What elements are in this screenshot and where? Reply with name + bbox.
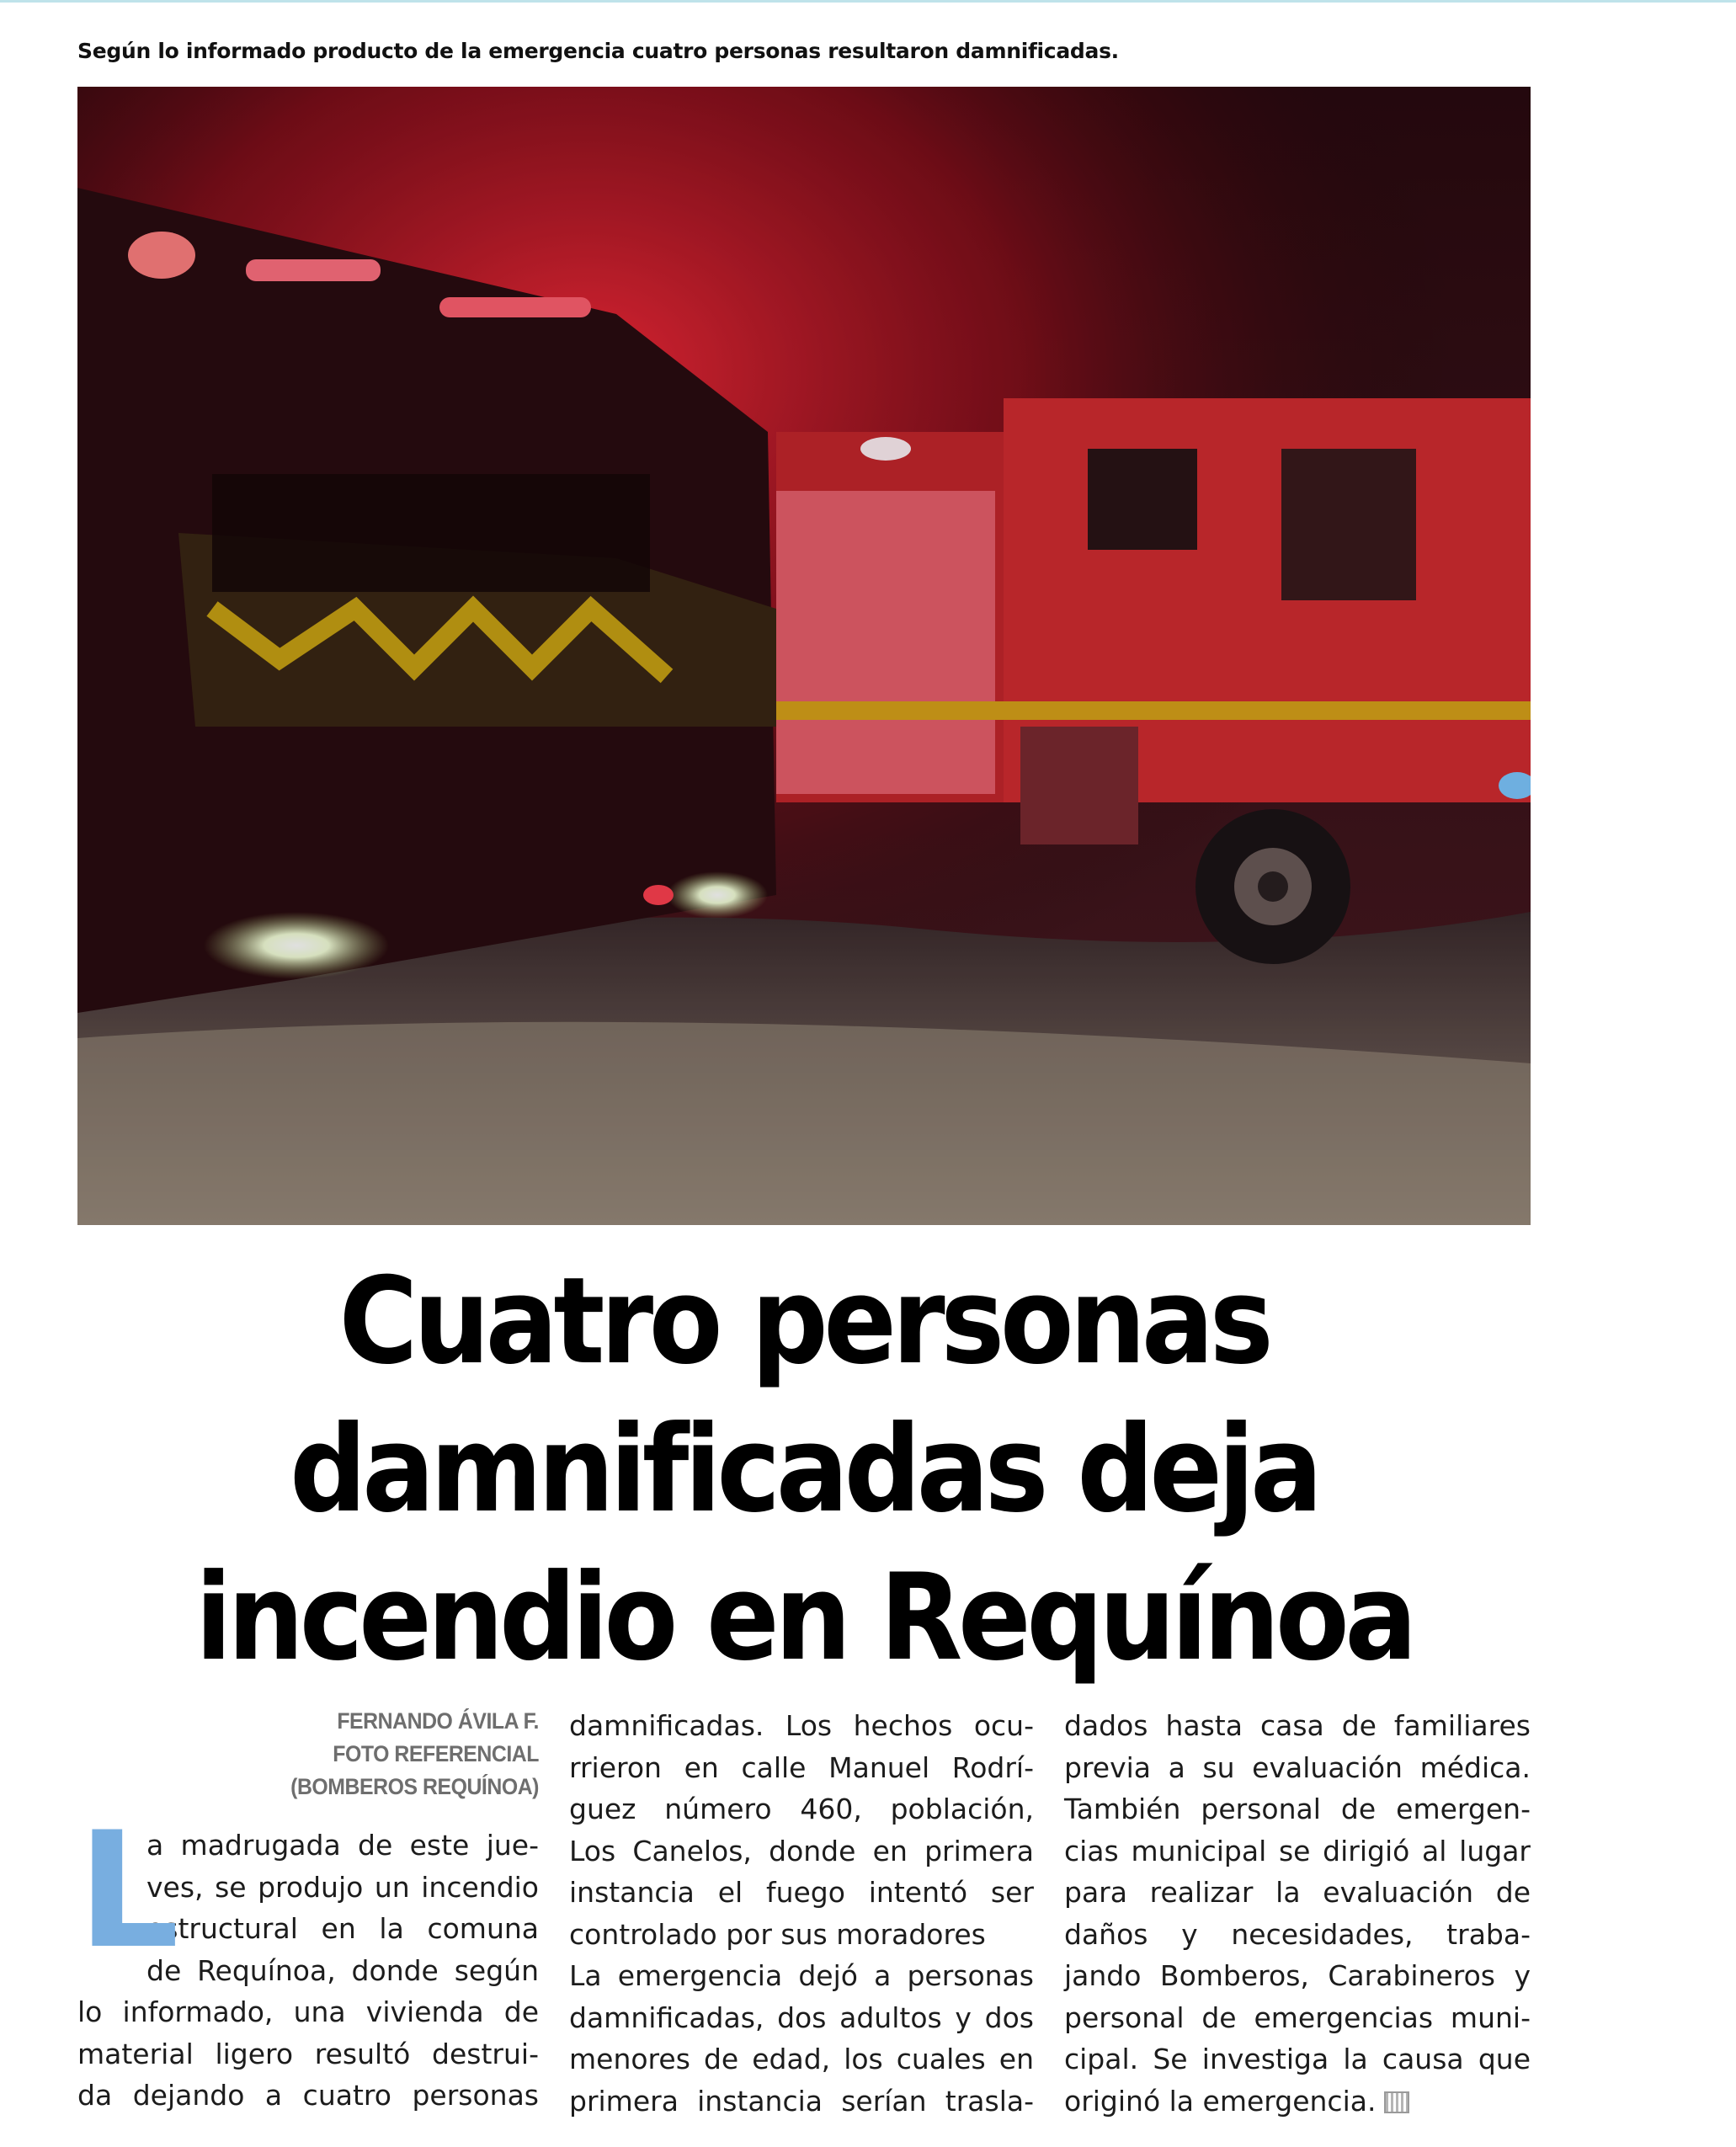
- article-column-3: [1064, 1705, 1531, 2122]
- byline-photo-source: (BOMBEROS REQUÍNOA): [290, 1774, 539, 1799]
- text-line: daños y necesidades, traba-: [1064, 1917, 1531, 1951]
- text-line: primera instancia serían trasla-: [569, 2084, 1034, 2118]
- text-line: da dejando a cuatro personas: [77, 2079, 539, 2112]
- text-line: menores de edad, los cuales en: [569, 2043, 1034, 2075]
- text-line: jando Bomberos, Carabineros y: [1064, 1959, 1531, 1992]
- text-line: cipal. Se investiga la causa que: [1064, 2043, 1531, 2075]
- text-line: controlado por sus moradores: [569, 1917, 986, 1951]
- text-line-final-text: originó la emergencia.: [1064, 2084, 1377, 2118]
- headline-line: Cuatro personas: [338, 1252, 1270, 1391]
- end-of-article-icon: [1384, 2091, 1409, 2113]
- text-line: rrieron en calle Manuel Rodrí-: [569, 1750, 1034, 1784]
- text-line: La emergencia dejó a personas: [569, 1959, 1034, 1992]
- top-border-line: [0, 0, 1736, 3]
- text-line: ves, se produjo un incendio: [146, 1870, 539, 1904]
- text-line: damnificadas, dos adultos y dos: [569, 2000, 1034, 2034]
- text-line: estructural en la comuna: [146, 1912, 539, 1945]
- text-line-final: [1064, 2080, 1531, 2123]
- text-line: Los Canelos, donde en primera: [569, 1834, 1034, 1867]
- article-column-2: [569, 1705, 1034, 2122]
- fire-truck-photo: [77, 87, 1531, 1225]
- column-1-body: [77, 1798, 539, 2117]
- text-line: damnificadas. Los hechos ocu-: [569, 1709, 1034, 1742]
- article-column-1: [77, 1705, 539, 2112]
- headline-line: incendio en Requínoa: [194, 1548, 1414, 1687]
- text-line: material ligero resultó destrui-: [77, 2037, 539, 2070]
- text-line: cias municipal se dirigió al lugar: [1064, 1834, 1531, 1867]
- text-line: dados hasta casa de familiares: [1064, 1709, 1531, 1742]
- byline: [114, 1705, 539, 1803]
- byline-author: FERNANDO ÁVILA F.: [337, 1708, 539, 1734]
- drop-cap: L: [77, 1798, 180, 1984]
- text-line: lo informado, una vivienda de: [77, 1995, 539, 2028]
- byline-photo-credit: FOTO REFERENCIAL: [333, 1741, 539, 1766]
- text-line: de Requínoa, donde según: [146, 1953, 539, 1987]
- text-line: previa a su evaluación médica.: [1064, 1750, 1531, 1784]
- text-line: También personal de emergen-: [1064, 1793, 1531, 1825]
- text-line: instancia el fuego intentó ser: [569, 1876, 1034, 1909]
- text-line: a madrugada de este jue-: [146, 1829, 539, 1862]
- text-line: guez número 460, población,: [569, 1793, 1034, 1825]
- text-line: personal de emergencias muni-: [1064, 2000, 1531, 2034]
- photo-caption: Según lo informado producto de la emergencia cuatro personas resultaron damnificadas.: [77, 39, 1119, 63]
- headline: [150, 1248, 1457, 1692]
- text-line: para realizar la evaluación de: [1064, 1876, 1531, 1909]
- headline-line: damnificadas deja: [290, 1400, 1318, 1539]
